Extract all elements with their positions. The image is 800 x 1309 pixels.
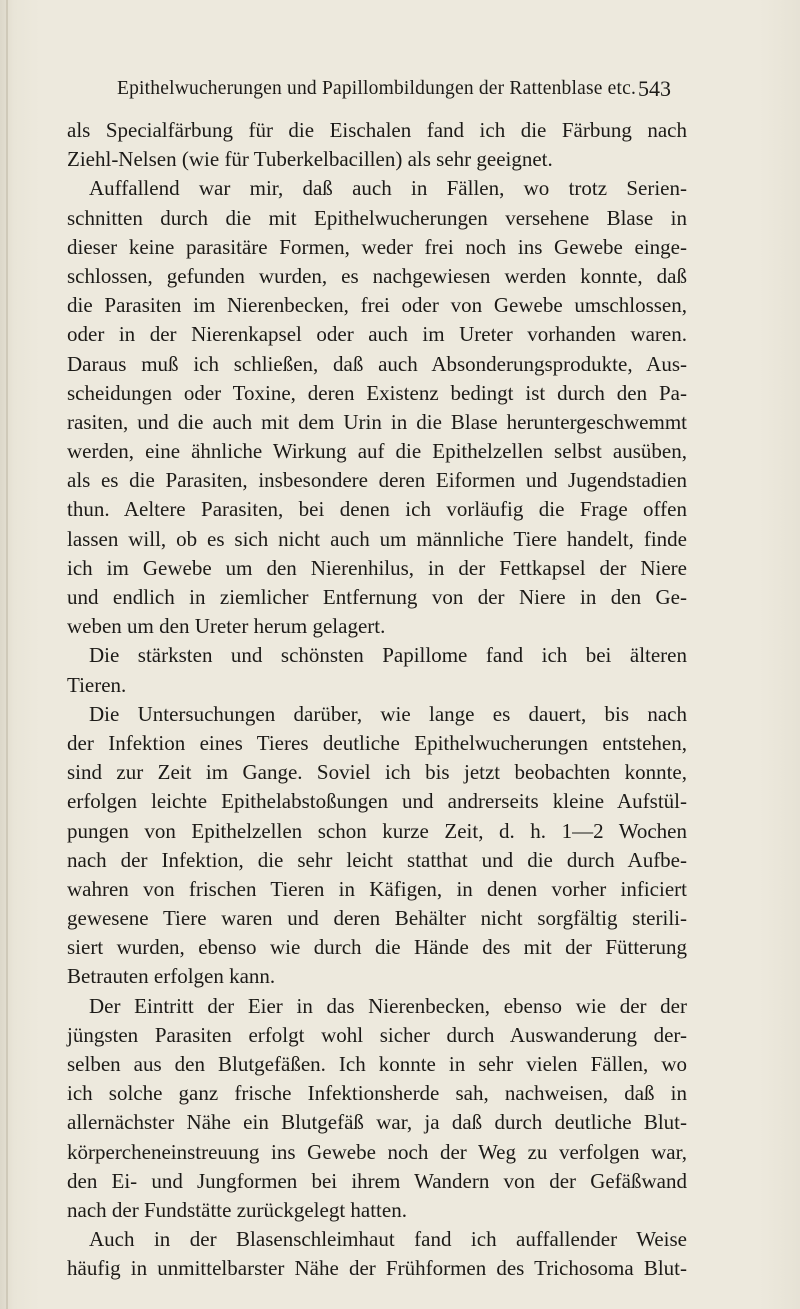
text-line: als Specialfärbung für die Eischalen fand ich die Färbung nach: [67, 118, 687, 142]
text-line: lassen will, ob es sich nicht auch um männliche Tiere handelt, finde: [67, 526, 687, 551]
text-line: Daraus muß ich schließen, daß auch Absonderungsprodukte, Aus-: [67, 351, 687, 376]
text-line: thun. Aeltere Parasiten, bei denen ich vorläufig die Frage offen: [67, 497, 687, 522]
text-line: häufig in unmittelbarster Nähe der Frühformen des Trichosoma Blut-: [67, 1256, 687, 1281]
text-line: gewesene Tiere waren und deren Behälter nicht sorgfältig sterili-: [67, 906, 687, 931]
text-line: körpercheneinstreuung ins Gewebe noch der Weg zu verfolgen war,: [67, 1139, 687, 1164]
binding-gutter: [6, 0, 8, 1309]
text-line: Ziehl-Nelsen (wie für Tuberkelbacillen) als sehr geeignet.: [67, 147, 553, 172]
text-line: jüngsten Parasiten erfolgt wohl sicher durch Auswanderung der-: [67, 1022, 687, 1047]
text-line: Die Untersuchungen darüber, wie lange es dauert, bis nach: [89, 701, 687, 726]
text-line: Auffallend war mir, daß auch in Fällen, wo trotz Serien-: [89, 176, 687, 201]
text-line: sind zur Zeit im Gange. Soviel ich bis jetzt beobachten konnte,: [67, 760, 687, 785]
text-line: schnitten durch die mit Epithelwucherungen versehene Blase in: [67, 205, 687, 230]
text-line: die Parasiten im Nierenbecken, frei oder von Gewebe umschlossen,: [67, 293, 687, 318]
text-line: ich solche ganz frische Infektionsherde sah, nachweisen, daß in: [67, 1081, 687, 1106]
text-line: der Infektion eines Tieres deutliche Epithelwucherungen entstehen,: [67, 730, 687, 755]
text-line: schlossen, gefunden wurden, es nachgewiesen werden konnte, daß: [67, 263, 687, 288]
page-number: 543: [638, 76, 671, 101]
text-line: den Ei- und Jungformen bei ihrem Wandern von der Gefäßwand: [67, 1168, 687, 1193]
text-line: siert wurden, ebenso wie durch die Hände des mit der Fütterung: [67, 935, 687, 960]
body-text: [67, 116, 687, 1284]
text-line: rasiten, und die auch mit dem Urin in die Blase heruntergeschwemmt: [67, 409, 687, 434]
text-line: und endlich in ziemlicher Entfernung von der Niere in den Ge-: [67, 585, 687, 609]
text-line: oder in der Nierenkapsel oder auch im Ureter vorhanden waren.: [67, 322, 687, 347]
text-line: erfolgen leichte Epithelabstoßungen und andrerseits kleine Aufstül-: [67, 789, 687, 814]
text-line: weben um den Ureter herum gelagert.: [67, 614, 386, 639]
text-line: dieser keine parasitäre Formen, weder frei noch ins Gewebe einge-: [67, 234, 687, 259]
text-line: als es die Parasiten, insbesondere deren Eiformen und Jugendstadien: [67, 468, 687, 493]
text-line: ich im Gewebe um den Nierenhilus, in der Fettkapsel der Niere: [67, 555, 687, 580]
text-line: scheidungen oder Toxine, deren Existenz bedingt ist durch den Pa-: [67, 380, 687, 405]
text-line: nach der Infektion, die sehr leicht statthat und die durch Aufbe-: [67, 847, 687, 872]
text-line: Die stärksten und schönsten Papillome fand ich bei älteren: [89, 643, 687, 668]
text-line: wahren von frischen Tieren in Käfigen, in denen vorher inficiert: [67, 876, 687, 901]
text-line: werden, eine ähnliche Wirkung auf die Epithelzellen selbst ausüben,: [67, 439, 687, 464]
running-head-title: Epithelwucherungen und Papillombildungen der Rattenblase etc.: [117, 78, 637, 99]
text-line: Auch in der Blasenschleimhaut fand ich auffallender Weise: [89, 1227, 687, 1252]
text-line: Der Eintritt der Eier in das Nierenbecken, ebenso wie der der: [89, 993, 687, 1018]
text-line: nach der Fundstätte zurückgelegt hatten.: [67, 1197, 407, 1222]
text-line: selben aus den Blutgefäßen. Ich konnte in sehr vielen Fällen, wo: [67, 1052, 687, 1076]
text-line: pungen von Epithelzellen schon kurze Zeit, d. h. 1—2 Wochen: [67, 818, 687, 843]
text-line: Tieren.: [67, 672, 127, 697]
text-line: allernächster Nähe ein Blutgefäß war, ja daß durch deutliche Blut-: [67, 1110, 687, 1135]
text-line: Betrauten erfolgen kann.: [67, 964, 276, 989]
